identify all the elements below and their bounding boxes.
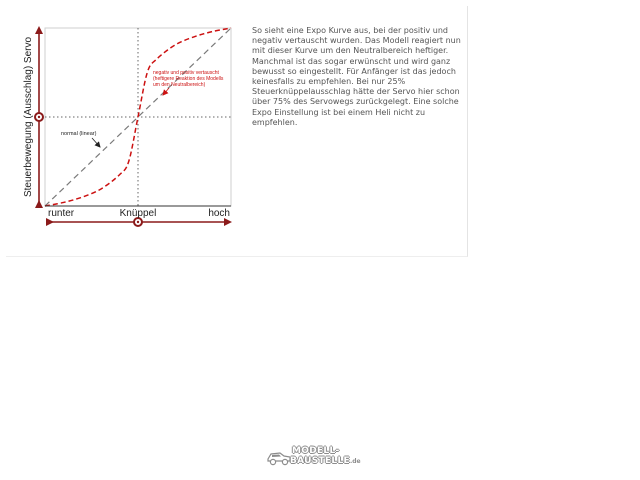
x-label-runter: runter [48,208,75,219]
logo-text-line-2 [290,456,361,466]
curve-annotation-line-1: negativ und positiv vertauscht [153,70,219,76]
curve-annotation-line-3: um den Neutralbereich) [153,82,206,88]
logo-text-line-1: MODELL- [292,446,340,456]
article-paragraph: So sieht eine Expo Kurve aus, bei der positiv und negativ vertauscht wurden. Das Modell reagiert nun mit dieser Kurve um den Neutralbereich heftiger. Manchmal ist das sogar erwünscht und wird ganz bewusst so eingestellt. Für Anfänger ist das jedoch keinesfalls zu empfehlen. Bei nur 25% Steuerknüppelausschlag hätte der Servo hier schon über 75% des Servowegs zurückgelegt. Eine solche Expo Einstellung ist bei einem Heli nicht zu empfehlen. [252,26,461,127]
site-logo[interactable] [266,446,376,468]
expo-curve-figure [6,6,246,256]
x-label-hoch: hoch [208,208,230,219]
logo-tld: .de [349,458,361,465]
x-label-knueppel: Knüppel [119,208,157,219]
logo-text-baustelle: BAUSTELLE [290,456,350,466]
curve-annotation-line-2: (heftigere Reaktion des Modells [153,76,224,82]
linear-annotation: normal (linear) [61,131,97,137]
car-logo-icon [266,448,292,466]
y-axis-label: Steuerbewegung (Ausschlag) Servo [23,36,34,198]
content-panel [6,6,468,257]
